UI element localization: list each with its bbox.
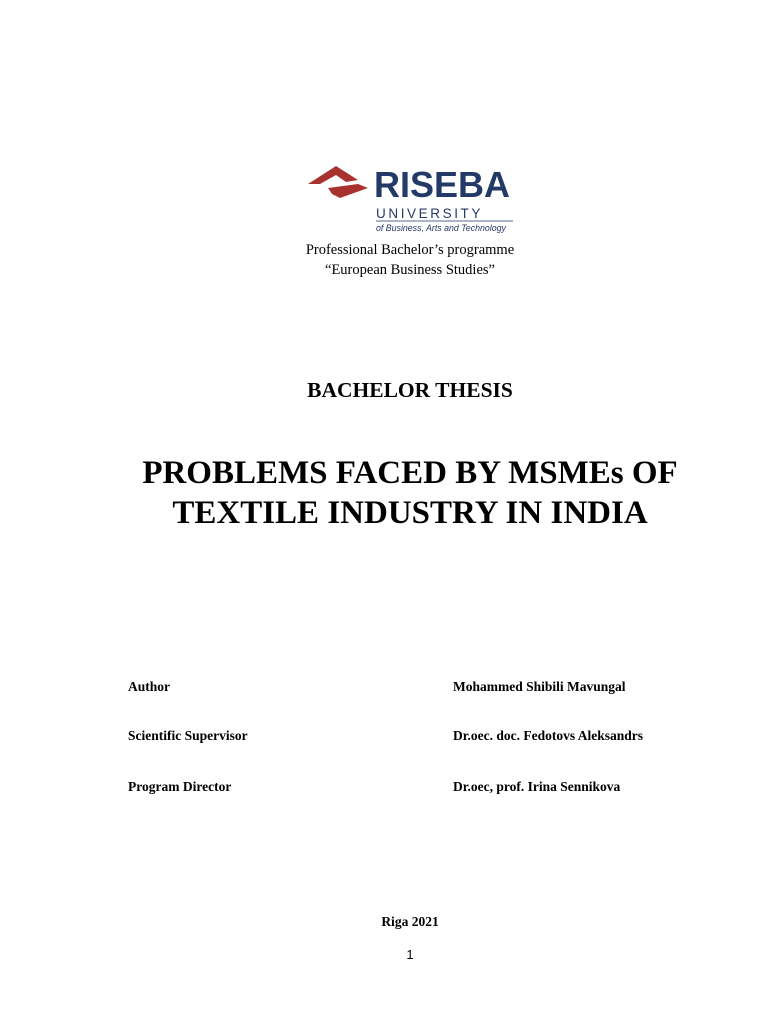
director-value: Dr.oec, prof. Irina Sennikova bbox=[453, 779, 621, 794]
riseba-chevron-logo-icon bbox=[306, 158, 516, 236]
logo-wordmark: RISEBA bbox=[374, 164, 511, 205]
thesis-title-line-1: PROBLEMS FACED BY MSMEs OF bbox=[142, 455, 678, 491]
document-type-heading: BACHELOR THESIS bbox=[307, 378, 513, 402]
author-value: Mohammed Shibili Mavungal bbox=[453, 679, 626, 694]
author-label: Author bbox=[128, 679, 171, 694]
supervisor-label: Scientific Supervisor bbox=[128, 728, 248, 743]
thesis-title-line-2: TEXTILE INDUSTRY IN INDIA bbox=[172, 495, 648, 531]
programme-title: “European Business Studies” bbox=[325, 262, 495, 278]
place-and-year: Riga 2021 bbox=[381, 914, 439, 929]
supervisor-value: Dr.oec. doc. Fedotovs Aleksandrs bbox=[453, 728, 644, 743]
logo-tagline: of Business, Arts and Technology bbox=[376, 223, 506, 233]
director-label: Program Director bbox=[128, 779, 232, 794]
logo-chevron-upper bbox=[308, 166, 358, 184]
page-number: 1 bbox=[406, 947, 414, 962]
logo-chevron-lower bbox=[328, 184, 368, 198]
programme-name: Professional Bachelor’s programme bbox=[305, 242, 515, 258]
riseba-logo bbox=[306, 158, 516, 236]
logo-subtitle: UNIVERSITY bbox=[376, 206, 484, 221]
thesis-title bbox=[0, 453, 768, 533]
